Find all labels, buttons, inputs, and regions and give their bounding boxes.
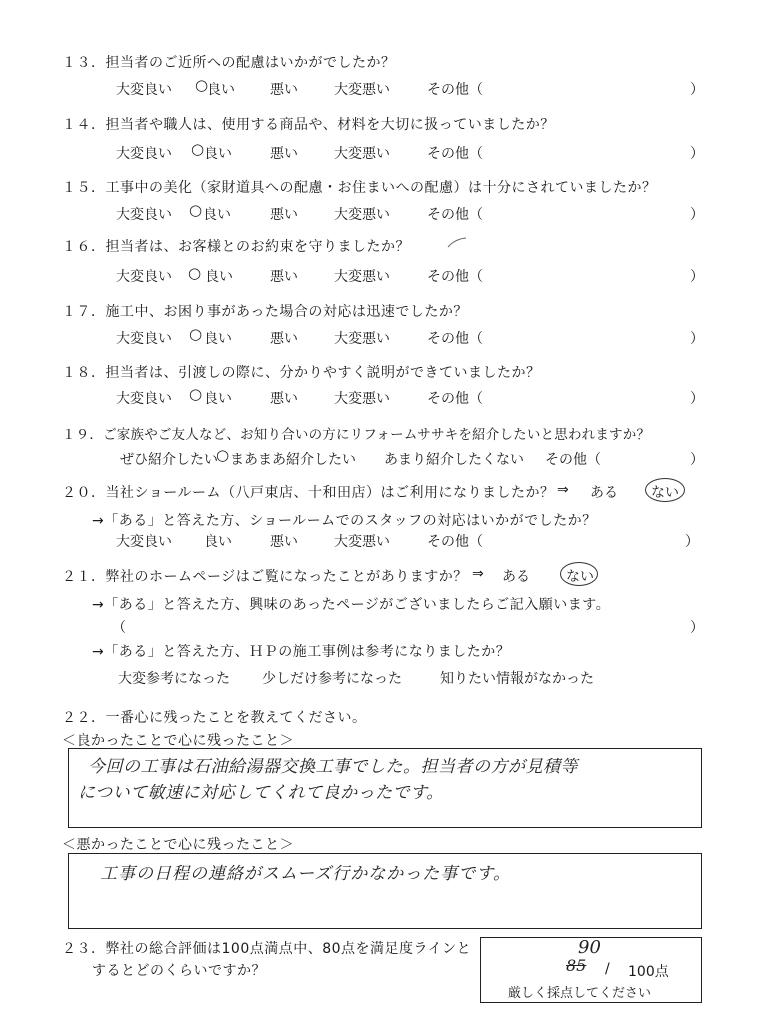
q21-answer-yes[interactable]: ある: [502, 569, 530, 585]
q21-option-not-helpful[interactable]: 知りたい情報がなかった: [440, 671, 594, 687]
q16-option-very-bad[interactable]: 大変悪い: [334, 269, 390, 285]
q15-option-very-bad[interactable]: 大変悪い: [334, 207, 390, 223]
q14-option-very-good[interactable]: 大変良い: [116, 146, 172, 162]
q21-option-slightly-helpful[interactable]: 少しだけ参考になった: [262, 671, 402, 687]
q21-option-very-helpful[interactable]: 大変参考になった: [118, 671, 230, 687]
q20-option-very-good[interactable]: 大変良い: [116, 534, 172, 550]
q19-option-somewhat[interactable]: まあまあ紹介したい: [230, 452, 356, 468]
question-21: ２１．弊社のホームページはご覧になったことがありますか？: [62, 569, 468, 585]
question-20: ２０．当社ショールーム（八戸東店、十和田店）はご利用になりましたか？: [62, 485, 555, 501]
q14-paren-close: ）: [690, 146, 704, 162]
q16-option-other[interactable]: その他（: [427, 269, 483, 285]
score-corrected: 90: [578, 937, 601, 958]
q16-option-very-good[interactable]: 大変良い: [116, 269, 172, 285]
q14-option-bad[interactable]: 悪い: [270, 146, 298, 162]
q13-option-very-good[interactable]: 大変良い: [116, 82, 172, 98]
q21-answer-no[interactable]: ない: [566, 569, 594, 585]
q21-no-circle-mark: [560, 562, 598, 586]
q13-option-good[interactable]: 良い: [207, 82, 235, 98]
q19-circle-mark: ○: [216, 446, 230, 464]
q18-circle-mark: ○: [189, 385, 203, 403]
q20-option-bad[interactable]: 悪い: [270, 534, 298, 550]
q20-answer-no[interactable]: ない: [651, 485, 679, 501]
q17-option-other[interactable]: その他（: [427, 331, 483, 347]
q21-arrow: ⇒: [472, 566, 484, 582]
question-16: １６．担当者は、お客様とのお約束を守りましたか？: [62, 239, 410, 255]
question-23-line-2: するとどのくらいですか？: [92, 963, 266, 979]
q15-option-other[interactable]: その他（: [427, 207, 483, 223]
q18-option-other[interactable]: その他（: [427, 391, 483, 407]
q13-option-bad[interactable]: 悪い: [270, 82, 298, 98]
q21-paren-open: （: [112, 620, 126, 636]
question-23-line-1: ２３．弊社の総合評価は100点満点中、80点を満足度ラインと: [62, 941, 472, 957]
q19-paren-close: ）: [690, 452, 704, 468]
score-crossed-out: 85: [566, 956, 587, 975]
q20-option-good[interactable]: 良い: [204, 534, 232, 550]
q19-option-definitely[interactable]: ぜひ紹介したい: [120, 452, 218, 468]
stray-pen-mark: [446, 236, 468, 250]
question-13: １３．担当者のご近所への配慮はいかがでしたか？: [62, 55, 396, 71]
score-instruction: 厳しく採点してください: [508, 986, 652, 1001]
q17-option-very-good[interactable]: 大変良い: [116, 331, 172, 347]
q20-answer-yes[interactable]: ある: [590, 485, 618, 501]
q20-option-other[interactable]: その他（: [427, 534, 483, 550]
bad-memory-line-1: 工事の日程の連絡がスムーズ行かなかった事です。: [100, 864, 511, 884]
q16-circle-mark: ○: [188, 264, 202, 282]
q17-paren-close: ）: [690, 331, 704, 347]
q13-option-other[interactable]: その他（: [427, 82, 483, 98]
q20-no-circle-mark: [645, 478, 685, 502]
q20-paren-close: ）: [685, 534, 699, 550]
q20-option-very-bad[interactable]: 大変悪い: [334, 534, 390, 550]
q14-option-other[interactable]: その他（: [427, 146, 483, 162]
bad-memory-label: ＜悪かったことで心に残ったこと＞: [62, 837, 294, 853]
score-max: 100点: [628, 964, 669, 980]
q19-option-other[interactable]: その他（: [545, 452, 601, 468]
q17-circle-mark: ○: [189, 325, 203, 343]
q15-paren-close: ）: [690, 207, 704, 223]
question-14: １４．担当者や職人は、使用する商品や、材料を大切に扱っていましたか？: [62, 117, 555, 133]
q15-option-bad[interactable]: 悪い: [270, 207, 298, 223]
good-memory-line-1: 今回の工事は石油給湯器交換工事でした。担当者の方が見積等: [88, 757, 578, 777]
score-slash: /: [605, 961, 610, 977]
good-memory-line-2: について敏速に対応してくれて良かったです。: [78, 783, 444, 803]
q20-arrow: ⇒: [557, 482, 569, 498]
q13-circle-mark: ○: [195, 76, 209, 94]
q17-option-very-bad[interactable]: 大変悪い: [334, 331, 390, 347]
q21-followup-examples: →「ある」と答えた方、ＨＰの施工事例は参考になりましたか？: [92, 644, 511, 660]
q21-followup-pages: →「ある」と答えた方、興味のあったページがございましたらご記入願います。: [92, 597, 611, 613]
q15-option-good[interactable]: 良い: [203, 207, 231, 223]
q17-option-good[interactable]: 良い: [204, 331, 232, 347]
q17-option-bad[interactable]: 悪い: [270, 331, 298, 347]
q14-option-very-bad[interactable]: 大変悪い: [334, 146, 390, 162]
q18-option-bad[interactable]: 悪い: [270, 391, 298, 407]
q18-paren-close: ）: [690, 391, 704, 407]
q18-option-very-good[interactable]: 大変良い: [116, 391, 172, 407]
q15-circle-mark: ○: [189, 201, 203, 219]
good-memory-label: ＜良かったことで心に残ったこと＞: [62, 733, 294, 749]
q16-option-bad[interactable]: 悪い: [270, 269, 298, 285]
q16-paren-close: ）: [690, 269, 704, 285]
q18-option-very-bad[interactable]: 大変悪い: [334, 391, 390, 407]
q14-option-good[interactable]: 良い: [204, 146, 232, 162]
q21-paren-close: ）: [690, 620, 704, 636]
q18-option-good[interactable]: 良い: [204, 391, 232, 407]
q19-option-not-much[interactable]: あまり紹介したくない: [384, 452, 524, 468]
question-18: １８．担当者は、引渡しの際に、分かりやすく説明ができていましたか？: [62, 365, 541, 381]
q13-paren-close: ）: [690, 82, 704, 98]
question-19: １９．ご家族やご友人など、お知り合いの方にリフォームササキを紹介したいと思われますか？: [62, 427, 651, 443]
q14-circle-mark: ○: [191, 140, 205, 158]
q13-option-very-bad[interactable]: 大変悪い: [334, 82, 390, 98]
q15-option-very-good[interactable]: 大変良い: [116, 207, 172, 223]
question-15: １５．工事中の美化（家財道具への配慮・お住まいへの配慮）は十分にされていましたか？: [62, 180, 657, 196]
question-22: ２２．一番心に残ったことを教えてください。: [62, 710, 367, 726]
question-17: １７．施工中、お困り事があった場合の対応は迅速でしたか？: [62, 304, 468, 320]
q16-option-good[interactable]: 良い: [205, 269, 233, 285]
q20-followup: →「ある」と答えた方、ショールームでのスタッフの対応はいかがでしたか？: [92, 513, 597, 529]
